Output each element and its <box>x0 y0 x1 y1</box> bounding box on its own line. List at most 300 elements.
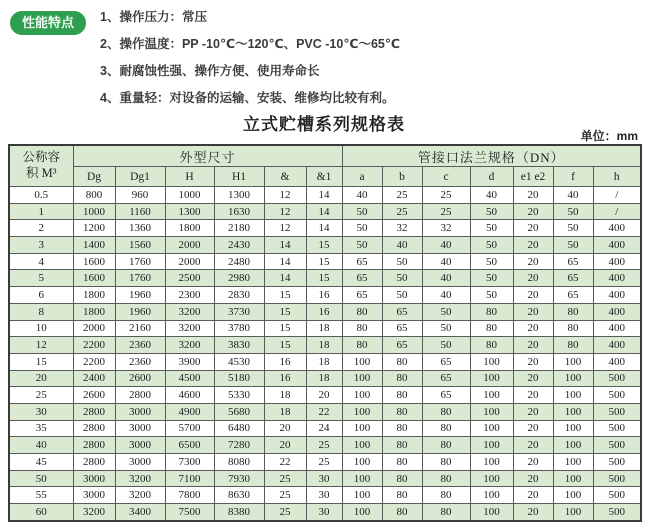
table-cell: 1300 <box>214 187 264 204</box>
table-cell: 2600 <box>115 370 165 387</box>
table-cell: 50 <box>342 237 382 254</box>
table-cell: 7100 <box>165 470 214 487</box>
table-cell: 2200 <box>73 353 115 370</box>
table-cell: 100 <box>553 403 593 420</box>
table-cell: 5180 <box>214 370 264 387</box>
table-row <box>9 337 641 354</box>
table-cell: 3200 <box>165 320 214 337</box>
table-cell: 15 <box>264 337 306 354</box>
table-cell: 50 <box>470 287 513 304</box>
table-cell: 500 <box>593 487 641 504</box>
table-cell: 400 <box>593 320 641 337</box>
table-cell: / <box>593 187 641 204</box>
table-cell: 50 <box>553 237 593 254</box>
table-cell: 50 <box>382 270 422 287</box>
table-cell: 24 <box>306 420 342 437</box>
sub-column-header: a <box>342 167 382 187</box>
table-row <box>9 353 641 370</box>
table-cell: 32 <box>382 220 422 237</box>
table-cell: 20 <box>513 370 553 387</box>
table-cell: 100 <box>470 403 513 420</box>
table-cell: 100 <box>553 470 593 487</box>
table-cell: 14 <box>264 270 306 287</box>
table-cell: 80 <box>382 370 422 387</box>
table-cell: 3000 <box>115 420 165 437</box>
spec-table-container <box>8 144 642 522</box>
table-cell: 100 <box>470 504 513 521</box>
table-cell: 20 <box>513 387 553 404</box>
table-cell: 65 <box>422 370 470 387</box>
table-cell: 80 <box>422 437 470 454</box>
table-cell: 50 <box>9 470 73 487</box>
table-cell: 20 <box>513 403 553 420</box>
table-cell: 50 <box>422 303 470 320</box>
table-cell: 2160 <box>115 320 165 337</box>
table-cell: 12 <box>264 203 306 220</box>
table-cell: 100 <box>470 437 513 454</box>
table-cell: 22 <box>306 403 342 420</box>
table-cell: 25 <box>382 203 422 220</box>
table-cell: 400 <box>593 337 641 354</box>
table-cell: 3900 <box>165 353 214 370</box>
table-cell: 65 <box>553 287 593 304</box>
table-row <box>9 303 641 320</box>
table-cell: 2800 <box>73 454 115 471</box>
table-cell: 20 <box>513 454 553 471</box>
table-row <box>9 403 641 420</box>
table-cell: 2830 <box>214 287 264 304</box>
table-cell: 100 <box>470 370 513 387</box>
table-cell: 30 <box>306 504 342 521</box>
table-cell: 80 <box>422 420 470 437</box>
table-cell: 16 <box>264 353 306 370</box>
table-cell: 20 <box>513 253 553 270</box>
table-cell: 1800 <box>73 303 115 320</box>
table-cell: 25 <box>306 454 342 471</box>
table-cell: 50 <box>382 287 422 304</box>
table-cell: 3200 <box>115 470 165 487</box>
table-cell: 65 <box>342 270 382 287</box>
table-cell: 400 <box>593 220 641 237</box>
table-cell: 50 <box>422 337 470 354</box>
table-cell: 1800 <box>73 287 115 304</box>
table-cell: 2430 <box>214 237 264 254</box>
table-cell: 500 <box>593 504 641 521</box>
table-cell: 14 <box>306 187 342 204</box>
table-cell: 1200 <box>73 220 115 237</box>
table-cell: 1960 <box>115 287 165 304</box>
dimensions-group-header: 外型尺寸 <box>73 145 342 167</box>
sub-column-header: d <box>470 167 513 187</box>
feature-item-4: 4、重量轻：对设备的运输、安装、维修均比较有利。 <box>100 91 395 105</box>
sub-column-header: f <box>553 167 593 187</box>
header-row-groups <box>9 145 641 167</box>
table-cell: 25 <box>422 187 470 204</box>
table-cell: 1360 <box>115 220 165 237</box>
table-cell: 50 <box>553 203 593 220</box>
table-cell: 2000 <box>73 320 115 337</box>
table-cell: 100 <box>553 437 593 454</box>
table-cell: 65 <box>382 303 422 320</box>
table-cell: 400 <box>593 237 641 254</box>
table-cell: 3400 <box>115 504 165 521</box>
table-cell: 25 <box>306 437 342 454</box>
table-cell: 4600 <box>165 387 214 404</box>
table-cell: 40 <box>382 237 422 254</box>
table-cell: 7500 <box>165 504 214 521</box>
table-cell: 7930 <box>214 470 264 487</box>
table-cell: 18 <box>306 370 342 387</box>
table-cell: 22 <box>264 454 306 471</box>
table-cell: 1000 <box>73 203 115 220</box>
table-cell: 4900 <box>165 403 214 420</box>
table-cell: 15 <box>306 253 342 270</box>
table-cell: 7280 <box>214 437 264 454</box>
table-cell: 7800 <box>165 487 214 504</box>
unit-label: 单位：mm <box>580 129 638 143</box>
table-cell: 65 <box>422 387 470 404</box>
table-cell: 35 <box>9 420 73 437</box>
table-cell: 80 <box>422 470 470 487</box>
table-cell: 16 <box>264 370 306 387</box>
table-cell: 10 <box>9 320 73 337</box>
sub-column-header: Dg <box>73 167 115 187</box>
table-cell: 1 <box>9 203 73 220</box>
table-row <box>9 504 641 521</box>
table-cell: 18 <box>306 337 342 354</box>
table-cell: 2200 <box>73 337 115 354</box>
table-row <box>9 270 641 287</box>
table-row <box>9 454 641 471</box>
table-cell: 80 <box>342 337 382 354</box>
table-cell: 80 <box>382 437 422 454</box>
sub-column-header: H <box>165 167 214 187</box>
table-cell: 100 <box>342 353 382 370</box>
table-row <box>9 370 641 387</box>
table-cell: 50 <box>470 253 513 270</box>
flange-group-header: 管接口法兰规格（DN） <box>342 145 641 167</box>
table-cell: 1800 <box>165 220 214 237</box>
table-cell: 6 <box>9 287 73 304</box>
capacity-column-header <box>9 145 73 187</box>
table-cell: 20 <box>264 437 306 454</box>
sub-column-header: H1 <box>214 167 264 187</box>
feature-item-2: 2、操作温度：PP -10℃～120℃、PVC -10℃～65℃ <box>100 37 401 51</box>
table-cell: 100 <box>553 504 593 521</box>
table-cell: 40 <box>422 287 470 304</box>
table-cell: 100 <box>342 487 382 504</box>
table-cell: 60 <box>9 504 73 521</box>
table-cell: 14 <box>306 203 342 220</box>
table-cell: 50 <box>382 253 422 270</box>
table-row <box>9 237 641 254</box>
table-cell: 3000 <box>115 403 165 420</box>
sub-column-header: &1 <box>306 167 342 187</box>
table-cell: 7300 <box>165 454 214 471</box>
table-cell: 100 <box>470 353 513 370</box>
table-cell: 80 <box>382 403 422 420</box>
table-cell: 80 <box>342 320 382 337</box>
table-cell: 80 <box>382 420 422 437</box>
table-cell: 4500 <box>165 370 214 387</box>
table-row <box>9 253 641 270</box>
table-cell: 25 <box>382 187 422 204</box>
table-cell: 80 <box>470 337 513 354</box>
table-cell: 3730 <box>214 303 264 320</box>
table-cell: 100 <box>553 353 593 370</box>
table-cell: 500 <box>593 454 641 471</box>
table-cell: 100 <box>553 420 593 437</box>
table-cell: 400 <box>593 303 641 320</box>
capacity-header-line2: 积 M³ <box>26 166 57 180</box>
table-cell: 100 <box>342 403 382 420</box>
table-row <box>9 420 641 437</box>
table-cell: 3000 <box>73 470 115 487</box>
table-cell: 15 <box>264 287 306 304</box>
table-cell: 2360 <box>115 353 165 370</box>
table-row <box>9 487 641 504</box>
table-cell: 100 <box>342 454 382 471</box>
table-cell: 2180 <box>214 220 264 237</box>
table-cell: 2600 <box>73 387 115 404</box>
table-cell: 80 <box>382 504 422 521</box>
table-cell: 15 <box>9 353 73 370</box>
feature-item-1: 1、操作压力：常压 <box>100 10 207 24</box>
table-cell: 1760 <box>115 253 165 270</box>
header-row-subcolumns <box>9 167 641 187</box>
table-cell: 1560 <box>115 237 165 254</box>
table-cell: 40 <box>470 187 513 204</box>
table-cell: 30 <box>306 470 342 487</box>
table-cell: 50 <box>470 270 513 287</box>
sub-column-header: b <box>382 167 422 187</box>
table-cell: 3200 <box>73 504 115 521</box>
table-cell: 100 <box>470 387 513 404</box>
table-cell: 1630 <box>214 203 264 220</box>
table-cell: 14 <box>306 220 342 237</box>
table-cell: 32 <box>422 220 470 237</box>
table-cell: 4530 <box>214 353 264 370</box>
table-cell: 500 <box>593 403 641 420</box>
table-cell: 18 <box>264 387 306 404</box>
table-cell: 20 <box>513 187 553 204</box>
table-cell: 65 <box>342 287 382 304</box>
table-cell: 50 <box>553 220 593 237</box>
table-cell: 20 <box>513 320 553 337</box>
table-cell: 500 <box>593 470 641 487</box>
table-cell: 100 <box>553 370 593 387</box>
table-cell: 800 <box>73 187 115 204</box>
table-cell: 20 <box>513 437 553 454</box>
feature-list <box>100 10 645 118</box>
table-cell: 3200 <box>165 303 214 320</box>
table-cell: 100 <box>342 437 382 454</box>
table-cell: 3200 <box>165 337 214 354</box>
capacity-header-line1: 公称容 <box>22 150 60 165</box>
table-cell: 20 <box>513 287 553 304</box>
table-cell: 5700 <box>165 420 214 437</box>
table-cell: 20 <box>264 420 306 437</box>
table-cell: 65 <box>342 253 382 270</box>
table-cell: 50 <box>342 220 382 237</box>
table-cell: 40 <box>9 437 73 454</box>
table-cell: 20 <box>513 353 553 370</box>
table-cell: 2500 <box>165 270 214 287</box>
table-row <box>9 187 641 204</box>
table-cell: 2 <box>9 220 73 237</box>
table-cell: 15 <box>264 320 306 337</box>
table-cell: 20 <box>513 487 553 504</box>
table-cell: 40 <box>422 270 470 287</box>
table-cell: 6500 <box>165 437 214 454</box>
table-cell: 2480 <box>214 253 264 270</box>
table-cell: 50 <box>470 203 513 220</box>
table-cell: 5 <box>9 270 73 287</box>
spec-table <box>8 144 642 522</box>
table-cell: 80 <box>422 504 470 521</box>
table-cell: 100 <box>342 504 382 521</box>
table-cell: 8380 <box>214 504 264 521</box>
table-cell: 20 <box>513 303 553 320</box>
table-cell: 1600 <box>73 270 115 287</box>
table-cell: 1960 <box>115 303 165 320</box>
table-cell: 3780 <box>214 320 264 337</box>
table-cell: 3000 <box>115 437 165 454</box>
table-row <box>9 437 641 454</box>
table-cell: 100 <box>342 420 382 437</box>
table-cell: 3200 <box>115 487 165 504</box>
sub-column-header: & <box>264 167 306 187</box>
table-cell: 100 <box>470 470 513 487</box>
table-cell: 1600 <box>73 253 115 270</box>
table-cell: 15 <box>306 270 342 287</box>
table-cell: 50 <box>422 320 470 337</box>
table-cell: 16 <box>306 287 342 304</box>
sub-column-header: e1 e2 <box>513 167 553 187</box>
table-cell: 15 <box>306 237 342 254</box>
feature-item-3: 3、耐腐蚀性强、操作方便、使用寿命长 <box>100 64 320 78</box>
table-cell: 50 <box>342 203 382 220</box>
table-cell: 100 <box>470 454 513 471</box>
table-cell: 8630 <box>214 487 264 504</box>
table-cell: 50 <box>470 220 513 237</box>
table-cell: 1760 <box>115 270 165 287</box>
sub-column-header: h <box>593 167 641 187</box>
table-cell: 15 <box>264 303 306 320</box>
table-cell: 25 <box>422 203 470 220</box>
table-cell: 80 <box>553 303 593 320</box>
table-cell: 65 <box>422 353 470 370</box>
table-cell: 80 <box>553 337 593 354</box>
table-cell: 2400 <box>73 370 115 387</box>
table-cell: / <box>593 203 641 220</box>
table-cell: 1160 <box>115 203 165 220</box>
table-cell: 100 <box>470 487 513 504</box>
table-cell: 100 <box>553 487 593 504</box>
performance-features-section <box>10 10 645 118</box>
table-title-row <box>8 110 640 142</box>
table-row <box>9 220 641 237</box>
table-cell: 80 <box>422 454 470 471</box>
table-cell: 65 <box>553 270 593 287</box>
table-cell: 55 <box>9 487 73 504</box>
table-cell: 18 <box>264 403 306 420</box>
table-cell: 5680 <box>214 403 264 420</box>
table-cell: 500 <box>593 370 641 387</box>
sub-column-header: c <box>422 167 470 187</box>
table-cell: 20 <box>513 470 553 487</box>
table-row <box>9 287 641 304</box>
table-cell: 80 <box>382 470 422 487</box>
table-cell: 40 <box>553 187 593 204</box>
table-cell: 80 <box>422 403 470 420</box>
table-cell: 80 <box>382 353 422 370</box>
table-cell: 400 <box>593 353 641 370</box>
table-cell: 2300 <box>165 287 214 304</box>
table-cell: 25 <box>264 487 306 504</box>
table-cell: 100 <box>470 420 513 437</box>
table-cell: 18 <box>306 353 342 370</box>
table-cell: 20 <box>513 420 553 437</box>
table-cell: 80 <box>382 387 422 404</box>
table-row <box>9 387 641 404</box>
table-cell: 2800 <box>115 387 165 404</box>
table-cell: 65 <box>382 337 422 354</box>
table-cell: 2800 <box>73 420 115 437</box>
table-cell: 45 <box>9 454 73 471</box>
table-cell: 50 <box>470 237 513 254</box>
table-cell: 30 <box>9 403 73 420</box>
table-cell: 20 <box>513 337 553 354</box>
table-cell: 14 <box>264 237 306 254</box>
table-cell: 500 <box>593 437 641 454</box>
table-cell: 3000 <box>115 454 165 471</box>
table-cell: 400 <box>593 253 641 270</box>
table-cell: 12 <box>9 337 73 354</box>
table-cell: 2360 <box>115 337 165 354</box>
table-cell: 100 <box>553 387 593 404</box>
table-cell: 20 <box>9 370 73 387</box>
table-cell: 2000 <box>165 253 214 270</box>
table-cell: 400 <box>593 287 641 304</box>
table-cell: 20 <box>306 387 342 404</box>
table-cell: 80 <box>470 320 513 337</box>
table-cell: 3 <box>9 237 73 254</box>
table-cell: 12 <box>264 187 306 204</box>
table-cell: 80 <box>422 487 470 504</box>
table-cell: 960 <box>115 187 165 204</box>
table-cell: 65 <box>382 320 422 337</box>
table-cell: 25 <box>9 387 73 404</box>
table-row <box>9 203 641 220</box>
table-cell: 0.5 <box>9 187 73 204</box>
table-cell: 1000 <box>165 187 214 204</box>
table-cell: 20 <box>513 504 553 521</box>
table-cell: 3000 <box>73 487 115 504</box>
table-cell: 1400 <box>73 237 115 254</box>
table-cell: 80 <box>382 454 422 471</box>
table-cell: 100 <box>342 370 382 387</box>
table-cell: 80 <box>470 303 513 320</box>
table-cell: 2000 <box>165 237 214 254</box>
spec-table-body <box>9 187 641 521</box>
table-cell: 40 <box>342 187 382 204</box>
table-cell: 4 <box>9 253 73 270</box>
sub-column-header: Dg1 <box>115 167 165 187</box>
table-cell: 20 <box>513 220 553 237</box>
table-cell: 80 <box>553 320 593 337</box>
table-cell: 80 <box>342 303 382 320</box>
